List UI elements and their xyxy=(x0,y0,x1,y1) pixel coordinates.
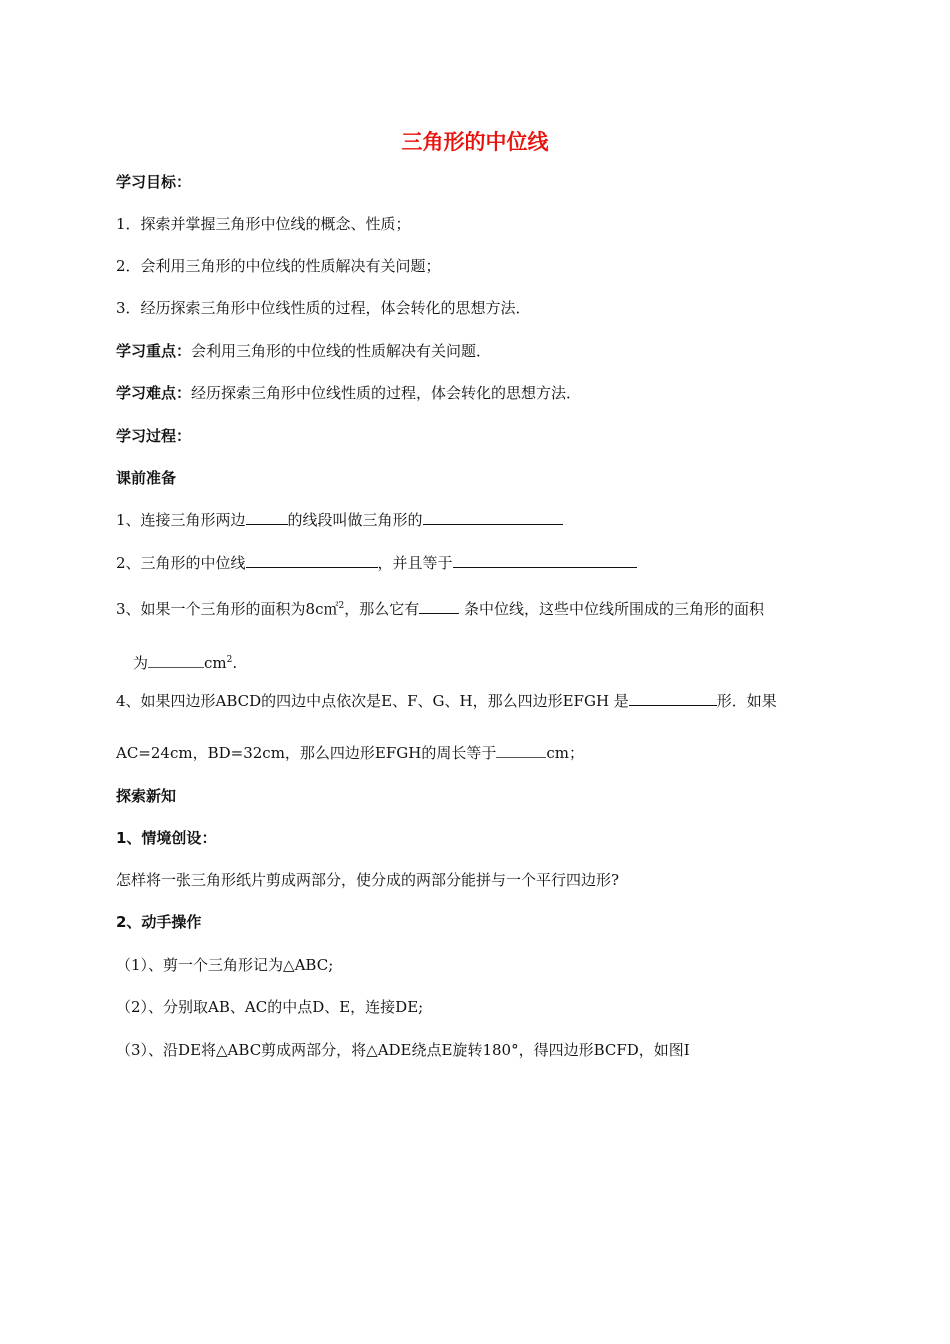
question-4 xyxy=(116,691,777,711)
fill-blank[interactable] xyxy=(629,691,717,706)
difficulty-text: 经历探索三角形中位线性质的过程，体会转化的思想方法． xyxy=(191,384,582,402)
step-item: （2）、分别取AB、AC的中点D、E，连接DE; xyxy=(116,998,424,1016)
fill-blank[interactable] xyxy=(423,510,563,525)
question-3-text-f: . xyxy=(232,654,238,672)
question-4-text-d: cm； xyxy=(546,744,584,762)
question-2-text-b: ，并且等于 xyxy=(377,554,453,572)
question-4-continued xyxy=(116,743,584,763)
superscript: 2 xyxy=(226,655,233,665)
fill-blank[interactable] xyxy=(246,553,378,568)
question-3-unit: cm xyxy=(204,654,227,672)
question-1-text-b: 的线段叫做三角形的 xyxy=(287,511,423,529)
question-2 xyxy=(116,553,637,573)
fill-blank[interactable] xyxy=(496,743,546,758)
key-point xyxy=(116,341,491,361)
objective-item: 2．会利用三角形的中位线的性质解决有关问题； xyxy=(116,257,441,275)
fill-blank[interactable] xyxy=(246,510,288,525)
superscript: 2 xyxy=(338,601,345,611)
step-item: （3）、沿DE将△ABC剪成两部分，将△ADE绕点E旋转180°，得四边形BCFD，如图Ⅰ xyxy=(116,1041,690,1059)
question-4-text-c: AC=24cm，BD=32cm，那么四边形EFGH的周长等于 xyxy=(116,744,497,762)
question-1-text-a: 1、连接三角形两边 xyxy=(116,511,246,529)
question-1 xyxy=(116,510,563,530)
question-3-text-d: 为 xyxy=(133,654,149,672)
key-point-text: 会利用三角形的中位线的性质解决有关问题． xyxy=(191,342,492,360)
step-item: （1）、剪一个三角形记为△ABC; xyxy=(116,956,334,974)
scenario-text: 怎样将一张三角形纸片剪成两部分，使分成的两部分能拼与一个平行四边形? xyxy=(116,871,620,889)
question-2-text-a: 2、三角形的中位线 xyxy=(116,554,246,572)
difficulty xyxy=(116,383,581,403)
question-3 xyxy=(116,596,764,619)
question-4-text-b: 形．如果 xyxy=(716,692,777,710)
question-3-text-b: ，那么它有 xyxy=(344,600,420,618)
explore-heading: 探索新知 xyxy=(116,787,177,805)
objective-item: 3．经历探索三角形中位线性质的过程，体会转化的思想方法． xyxy=(116,299,531,317)
fill-blank[interactable] xyxy=(148,653,204,668)
fill-blank[interactable] xyxy=(419,599,459,614)
key-point-label: 学习重点： xyxy=(116,342,192,360)
question-3-continued xyxy=(133,650,237,673)
process-heading: 学习过程： xyxy=(116,427,192,445)
fill-blank[interactable] xyxy=(453,553,637,568)
hands-on-heading: 2、动手操作 xyxy=(116,913,202,931)
question-4-text-a: 4、如果四边形ABCD的四边中点依次是E、F、G、H，那么四边形EFGH 是 xyxy=(116,692,629,710)
difficulty-label: 学习难点： xyxy=(116,384,192,402)
scenario-heading: 1、情境创设： xyxy=(116,829,217,847)
preview-heading: 课前准备 xyxy=(116,469,177,487)
question-3-text-a: 3、如果一个三角形的面积为8c㎡ xyxy=(116,600,339,618)
question-3-text-c: 条中位线，这些中位线所围成的三角形的面积 xyxy=(464,600,765,618)
page-title: 三角形的中位线 xyxy=(401,130,549,154)
objectives-heading: 学习目标： xyxy=(116,173,192,191)
objective-item: 1．探索并掌握三角形中位线的概念、性质； xyxy=(116,215,411,233)
